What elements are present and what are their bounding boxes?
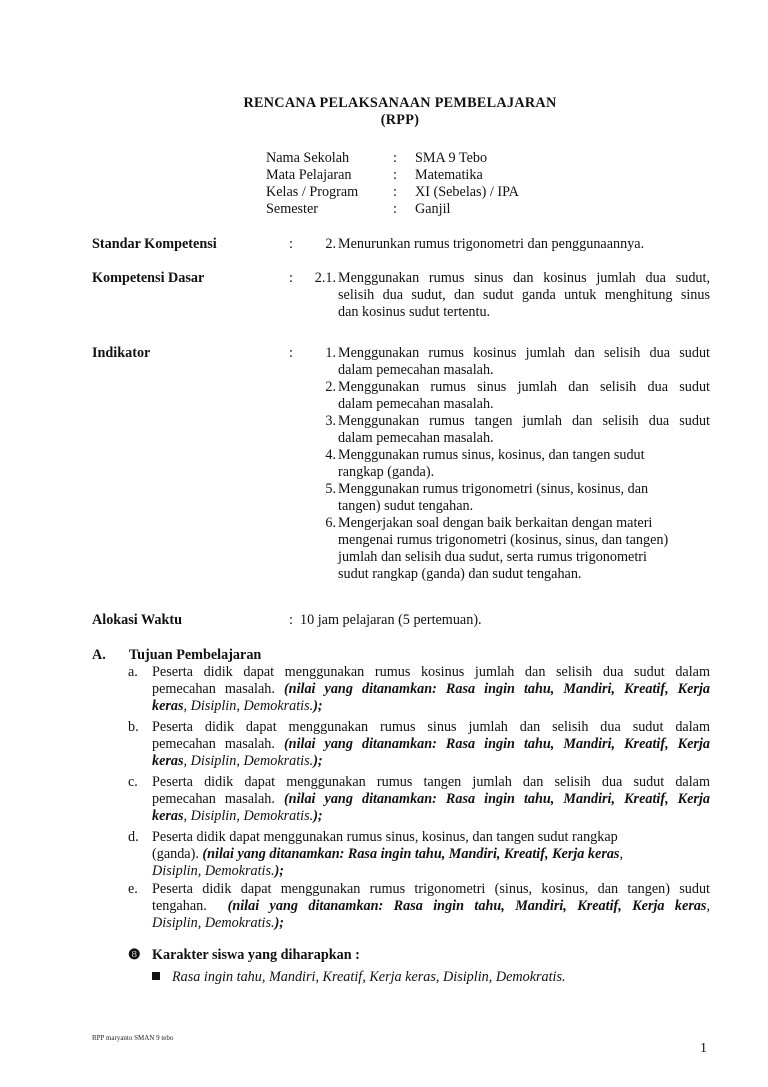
title-line-2: (RPP) <box>380 112 420 128</box>
title-line-1: RENCANA PELAKSANAAN PEMBELAJARAN <box>243 95 557 111</box>
footer-text: RPP maryanto SMAN 9 tebo <box>92 1034 174 1042</box>
info-row: Mata Pelajaran : Matematika <box>266 167 483 183</box>
info-row: Kelas / Program : XI (Sebelas) / IPA <box>266 184 519 200</box>
info-row: Semester : Ganjil <box>266 201 451 217</box>
section-label: Kompetensi Dasar <box>92 270 205 286</box>
identity-table <box>266 150 519 218</box>
numbered-bullet-icon: ❽ <box>128 947 141 963</box>
indikator-item: Menggunakan rumus sinus, kosinus, dan tangen sudut rangkap (ganda). <box>338 447 645 480</box>
section-label: Indikator <box>92 345 151 361</box>
document-title <box>0 95 768 129</box>
indikator-item: Menggunakan rumus sinus jumlah dan selisih dua sudut dalam pemecahan masalah. <box>338 379 710 412</box>
indikator-item: Mengerjakan soal dengan baik berkaitan dengan materi mengenai rumus trigonometri (kosinus, sinus, dan tangen) jumlah dan selisih dua sudut, serta rumus trigonometri sudut rangkap (ganda) dan sudut tengahan. <box>338 515 669 582</box>
karakter-item: Rasa ingin tahu, Mandiri, Kreatif, Kerja keras, Disiplin, Demokratis. <box>152 969 566 986</box>
info-row: Nama Sekolah : SMA 9 Tebo <box>266 150 488 166</box>
indikator-item: Menggunakan rumus kosinus jumlah dan selisih dua sudut dalam pemecahan masalah. <box>338 345 710 378</box>
square-bullet-icon <box>152 972 160 980</box>
section-label: Standar Kompetensi <box>92 236 217 252</box>
indikator-item: Menggunakan rumus trigonometri (sinus, kosinus, dan tangen) sudut tengahan. <box>338 481 649 514</box>
page-number: 1 <box>700 1041 707 1056</box>
indikator-item: Menggunakan rumus tangen jumlah dan selisih dua sudut dalam pemecahan masalah. <box>338 413 710 446</box>
section-label: Alokasi Waktu <box>92 612 183 628</box>
karakter-heading: ❽ Karakter siswa yang diharapkan : <box>128 947 360 963</box>
